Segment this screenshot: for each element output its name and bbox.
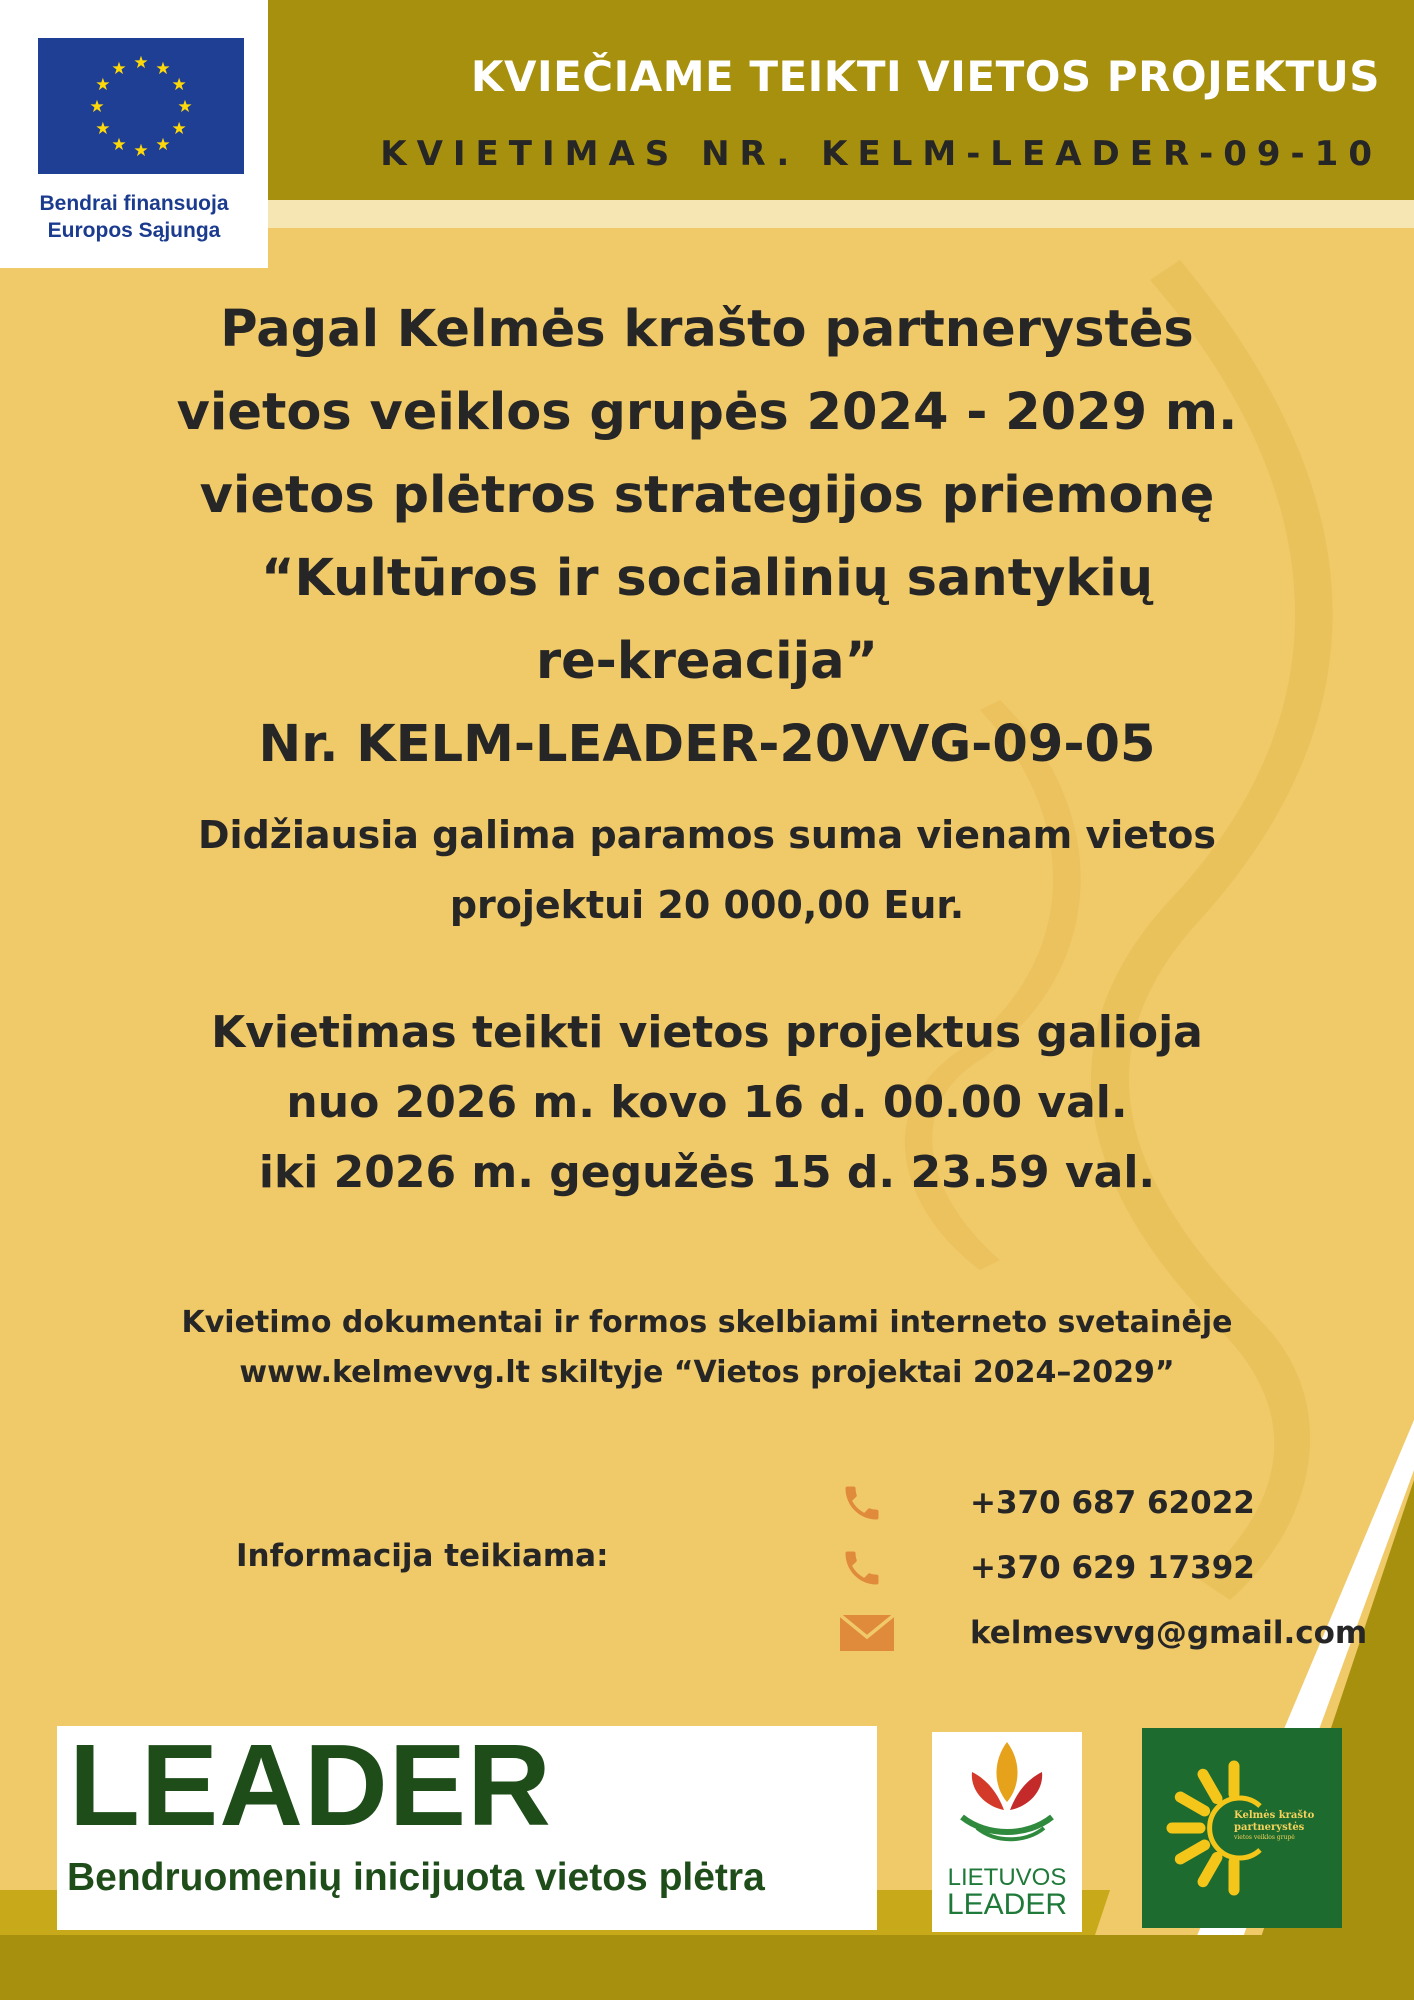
sun-ray xyxy=(1203,1774,1217,1798)
eu-star-icon: ★ xyxy=(111,58,127,79)
eu-star-icon: ★ xyxy=(89,97,105,117)
eu-funding-caption: Bendrai finansuoja Europos Sąjunga xyxy=(39,192,229,242)
call-period-text: Kvietimas teikti vietos projektus galioja nuo 2026 m. kovo 16 d. 00.00 val. iki 2026 m. gegužės 15 d. 23.59 val. xyxy=(211,1007,1203,1198)
kelme-logo-text: Kelmės krašto partnerystės vietos veiklos grupė xyxy=(1234,1810,1315,1841)
eu-star-icon: ★ xyxy=(95,119,111,139)
leaf-emblem-icon xyxy=(932,1732,1082,1852)
kelme-vvg-logo xyxy=(1142,1728,1342,1928)
leader-wordmark: LEADER xyxy=(69,1720,552,1850)
envelope-icon xyxy=(840,1608,898,1658)
contact-phone-2[interactable] xyxy=(840,1543,1255,1593)
eu-star-icon: ★ xyxy=(133,141,149,161)
eu-star-icon: ★ xyxy=(177,97,193,117)
header-title: KVIEČIAME TEIKTI VIETOS PROJEKTUS xyxy=(470,52,1380,101)
heading-line: vietos veiklos grupės 2024 - 2029 m. xyxy=(176,383,1238,442)
heading-line: Pagal Kelmės krašto partnerystės xyxy=(220,300,1194,359)
contact-value: +370 629 17392 xyxy=(970,1550,1255,1586)
eu-star-icon: ★ xyxy=(111,135,127,156)
max-support-text: Didžiausia galima paramos suma vienam vietos projektui 20 000,00 Eur. xyxy=(198,813,1216,927)
eu-star-icon: ★ xyxy=(95,75,111,95)
heading-line: re-kreacija” xyxy=(535,632,879,691)
eu-flag xyxy=(38,38,244,174)
leader-logo xyxy=(57,1720,877,1930)
lietuvos-leader-logo: LIETUVOS LEADER xyxy=(932,1732,1082,1932)
header-call-number: KVIETIMAS NR. KELM-LEADER-09-10 xyxy=(380,134,1382,174)
measure-heading xyxy=(40,288,1374,786)
eu-star-icon: ★ xyxy=(155,58,171,79)
sun-ray xyxy=(1180,1845,1204,1859)
phone-icon xyxy=(840,1478,898,1528)
website-reference[interactable]: www.kelmevvg.lt skiltyje “Vietos projektai 2024–2029” xyxy=(239,1355,1175,1390)
eu-star-icon: ★ xyxy=(155,135,171,156)
sun-ray xyxy=(1180,1797,1204,1811)
eu-funding-badge xyxy=(0,0,268,268)
sun-ray xyxy=(1203,1857,1217,1881)
contact-value: +370 687 62022 xyxy=(970,1485,1255,1521)
eu-star-icon: ★ xyxy=(171,75,187,95)
eu-star-icon: ★ xyxy=(171,119,187,139)
leader-tagline: Bendruomenių inicijuota vietos plėtra xyxy=(67,1856,765,1899)
contact-phone-1[interactable] xyxy=(840,1478,1255,1528)
info-label: Informacija teikiama: xyxy=(236,1538,609,1574)
heading-line: Nr. KELM-LEADER-20VVG-09-05 xyxy=(258,715,1156,774)
phone-icon xyxy=(840,1543,898,1593)
contact-email[interactable] xyxy=(840,1608,1367,1658)
heading-line: vietos plėtros strategijos priemonę xyxy=(199,466,1215,525)
eu-star-icon: ★ xyxy=(133,53,149,73)
heading-line: “Kultūros ir socialinių santykių xyxy=(260,549,1154,608)
contact-value: kelmesvvg@gmail.com xyxy=(970,1615,1368,1651)
documents-info-text: Kvietimo dokumentai ir formos skelbiami interneto svetainėje www.kelmevvg.lt skiltyje “Vietos projektai 2024–2029” xyxy=(40,1298,1374,1398)
